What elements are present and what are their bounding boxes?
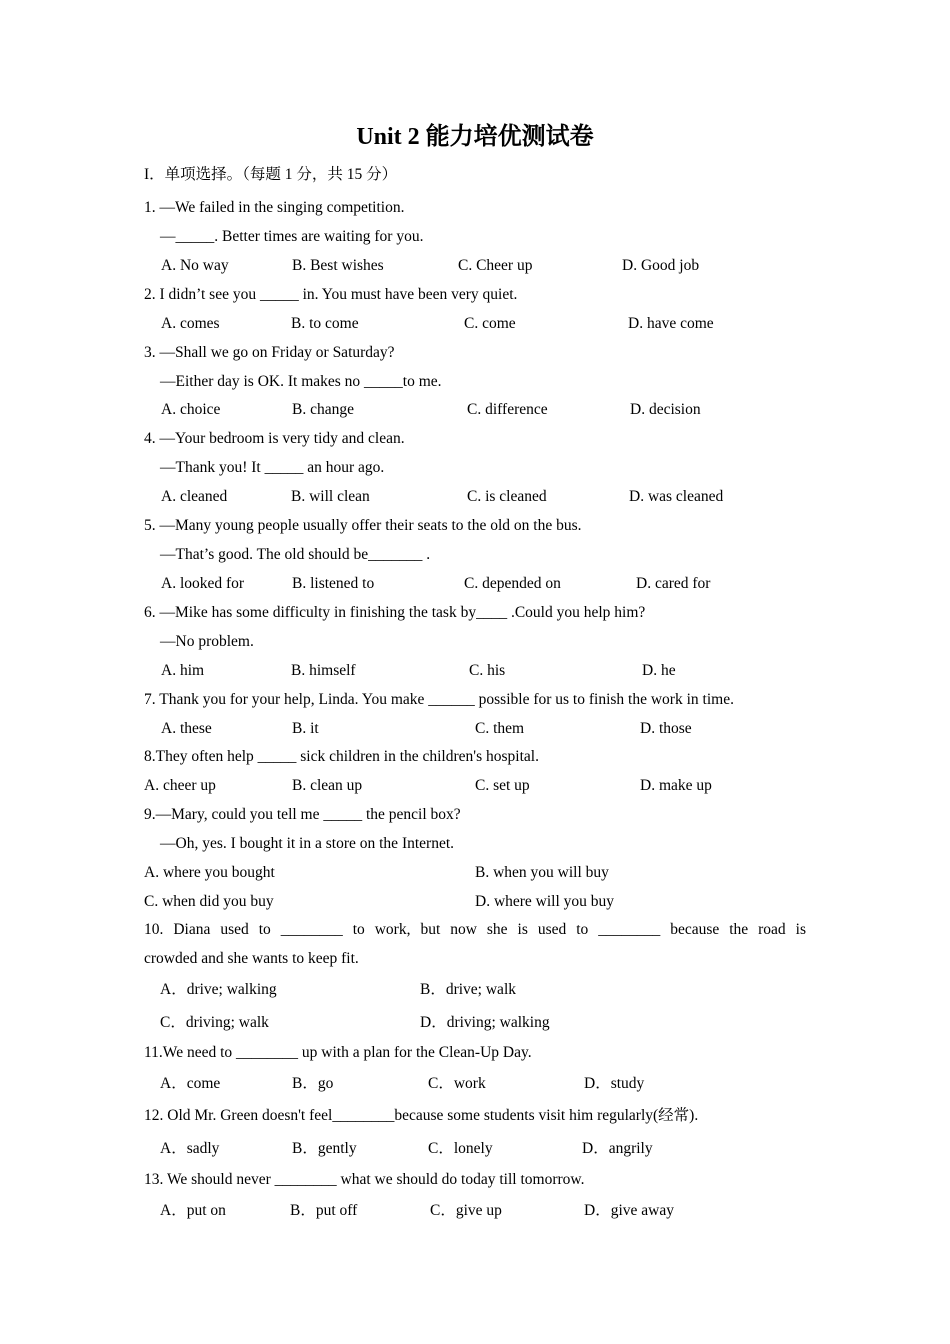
option: D. Good job	[622, 257, 700, 274]
option: C. his	[469, 662, 506, 679]
option: D. he	[642, 662, 676, 679]
option: A．drive; walking	[160, 981, 277, 998]
option: C. difference	[467, 401, 548, 418]
option: B. listened to	[292, 575, 375, 592]
option: A. cleaned	[161, 488, 228, 505]
option: A. him	[161, 662, 205, 679]
option: C. is cleaned	[467, 488, 547, 505]
option: B. clean up	[292, 777, 363, 794]
question-stem: 4. —Your bedroom is very tidy and clean.	[144, 430, 405, 447]
question-stem: 1. —We failed in the singing competition.	[144, 199, 405, 216]
question-stem: 10. Diana used to ________ to work, but now she is used to ________ because the road is	[144, 921, 806, 938]
option: C. Cheer up	[458, 257, 533, 274]
option: A. comes	[161, 315, 220, 332]
question-stem: —Thank you! It _____ an hour ago.	[160, 459, 385, 476]
option: A．sadly	[160, 1140, 220, 1157]
section-heading: I．单项选择。（每题 1 分，共 15 分）	[144, 166, 398, 183]
question-stem: —Oh, yes. I bought it in a store on the Internet.	[160, 835, 455, 852]
option: C. them	[475, 720, 525, 737]
page-title: Unit 2 能力培优测试卷	[356, 124, 594, 150]
question-stem: 2. I didn’t see you _____ in. You must have been very quiet.	[144, 286, 518, 303]
option: A. No way	[161, 257, 229, 274]
option: D．study	[584, 1075, 645, 1092]
question-stem: 8.They often help _____ sick children in the children's hospital.	[144, 748, 539, 765]
question-stem: 6. —Mike has some difficulty in finishing the task by____ .Could you help him?	[144, 604, 646, 621]
option: A. choice	[161, 401, 221, 418]
option: B．drive; walk	[420, 981, 516, 998]
option: D. was cleaned	[629, 488, 724, 505]
question-stem: 13. We should never ________ what we should do today till tomorrow.	[144, 1171, 585, 1188]
option: D. decision	[630, 401, 701, 418]
option: D．driving; walking	[420, 1014, 550, 1031]
option: B. will clean	[291, 488, 370, 505]
option: A. where you bought	[144, 864, 275, 881]
option: B．put off	[290, 1202, 358, 1219]
question-stem: 9.—Mary, could you tell me _____ the pencil box?	[144, 806, 461, 823]
option: C．work	[428, 1075, 486, 1092]
question-stem: 3. —Shall we go on Friday or Saturday?	[144, 344, 395, 361]
option: C. come	[464, 315, 516, 332]
question-stem: crowded and she wants to keep fit.	[144, 950, 359, 967]
option: B. it	[292, 720, 319, 737]
question-stem: 11.We need to ________ up with a plan for the Clean-Up Day.	[144, 1044, 532, 1061]
question-stem: —No problem.	[160, 633, 254, 650]
option: A．come	[160, 1075, 221, 1092]
question-stem: 7. Thank you for your help, Linda. You make ______ possible for us to finish the work in time.	[144, 691, 734, 708]
option: D. those	[640, 720, 692, 737]
option: B. himself	[291, 662, 356, 679]
question-stem: —Either day is OK. It makes no _____to me.	[160, 373, 442, 390]
option: C. set up	[475, 777, 530, 794]
question-stem: 5. —Many young people usually offer their seats to the old on the bus.	[144, 517, 582, 534]
option: B. change	[292, 401, 354, 418]
option: D．give away	[584, 1202, 674, 1219]
option: C．driving; walk	[160, 1014, 269, 1031]
option: B．gently	[292, 1140, 357, 1157]
option: B. Best wishes	[292, 257, 384, 274]
option: D. have come	[628, 315, 714, 332]
option: A. looked for	[161, 575, 245, 592]
option: C．lonely	[428, 1140, 493, 1157]
option: D．angrily	[582, 1140, 653, 1157]
option: D. make up	[640, 777, 712, 794]
question-stem: —That’s good. The old should be_______ .	[160, 546, 431, 563]
option: B. when you will buy	[475, 864, 609, 881]
option: C. when did you buy	[144, 893, 274, 910]
question-stem: 12. Old Mr. Green doesn't feel________because some students visit him regularly(经常).	[144, 1107, 699, 1124]
option: C. depended on	[464, 575, 561, 592]
option: A. cheer up	[144, 777, 216, 794]
option: B．go	[292, 1075, 334, 1092]
option: D. where will you buy	[475, 893, 615, 910]
option: C．give up	[430, 1202, 502, 1219]
question-stem: —_____. Better times are waiting for you.	[160, 228, 424, 245]
option: A. these	[161, 720, 212, 737]
option: A．put on	[160, 1202, 226, 1219]
option: D. cared for	[636, 575, 711, 592]
option: B. to come	[291, 315, 359, 332]
